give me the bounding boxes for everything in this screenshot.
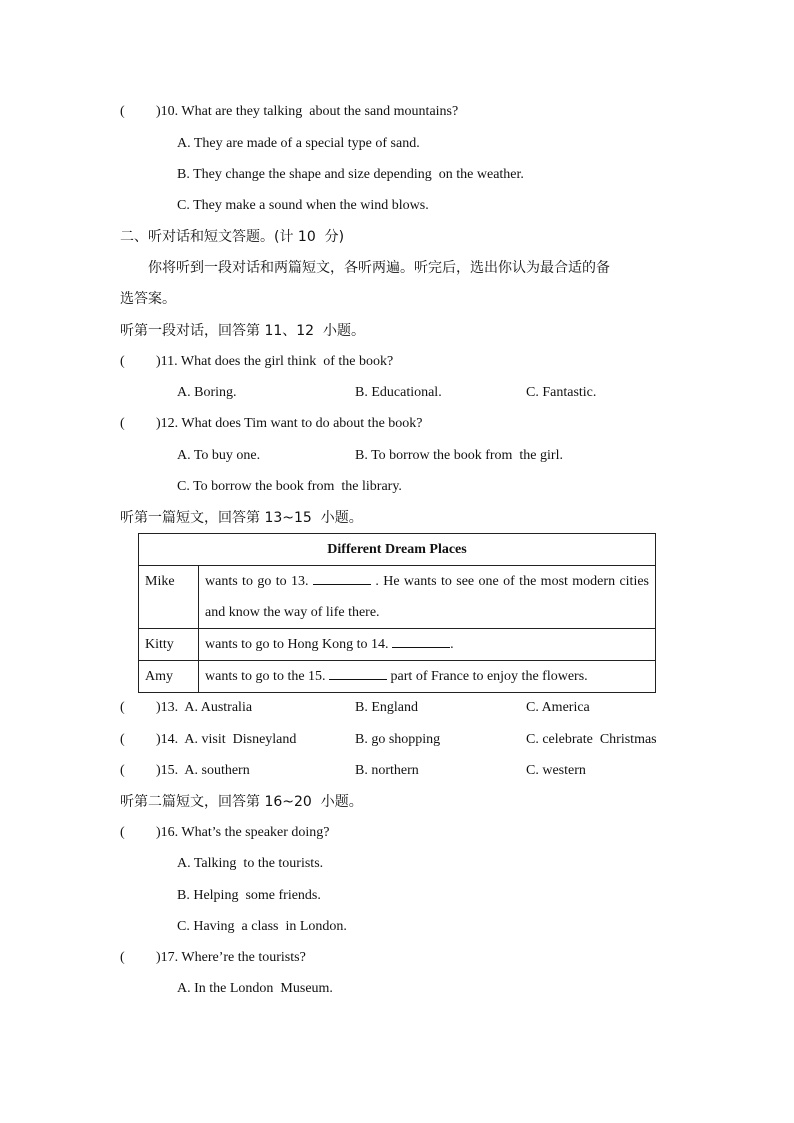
option-a: A. To buy one. <box>177 448 261 463</box>
part-heading: 听第一段对话，回答第 11、12 小题。 <box>120 323 365 339</box>
answer-paren[interactable]: ( <box>120 732 125 747</box>
table-cell-name: Kitty <box>139 629 199 661</box>
part-heading: 听第二篇短文，回答第 16~20 小题。 <box>120 794 363 810</box>
option-c: C. To borrow the book from the library. <box>177 479 402 494</box>
answer-paren[interactable]: ( <box>120 825 125 840</box>
option-a: A. Boring. <box>177 385 237 400</box>
option-b: B. They change the shape and size depending on the weather. <box>177 167 524 182</box>
answer-blank[interactable] <box>392 635 450 648</box>
option-b: B. go shopping <box>355 732 441 747</box>
section-instruction-cont: 选答案。 <box>120 291 176 307</box>
answer-paren[interactable]: ( <box>120 354 125 369</box>
question-stem: )11. What does the girl think of the book? <box>156 354 394 369</box>
option-c: C. Fantastic. <box>526 385 597 400</box>
table-cell-desc <box>199 629 656 661</box>
question-option-a: )13. A. Australia <box>156 700 253 715</box>
option-c: C. western <box>526 763 586 778</box>
answer-paren[interactable]: ( <box>120 416 125 431</box>
desc-text: wants to go to Hong Kong to 14. <box>205 637 389 652</box>
question-stem: )10. What are they talking about the sand mountains? <box>156 104 459 119</box>
option-c: C. America <box>526 700 590 715</box>
desc-text-cont: . He wants to see one of the most modern cities and know the way of life there. <box>205 574 649 620</box>
table-cell-name: Mike <box>139 566 199 629</box>
option-c: C. celebrate Christmas <box>526 732 657 747</box>
desc-text-cont: . <box>450 637 454 652</box>
answer-blank[interactable] <box>313 572 371 585</box>
option-a: A. They are made of a special type of sand. <box>177 136 420 151</box>
option-b: B. Educational. <box>355 385 442 400</box>
table-cell-name: Amy <box>139 661 199 693</box>
option-b: B. northern <box>355 763 419 778</box>
dream-places-table <box>138 533 656 693</box>
option-b: B. To borrow the book from the girl. <box>355 448 563 463</box>
option-b: B. Helping some friends. <box>177 888 321 903</box>
answer-paren[interactable]: ( <box>120 763 125 778</box>
answer-blank[interactable] <box>329 667 387 680</box>
desc-text-cont: part of France to enjoy the flowers. <box>387 669 588 684</box>
option-c: C. They make a sound when the wind blows. <box>177 198 429 213</box>
table-cell-desc <box>199 566 656 629</box>
part-heading: 听第一篇短文，回答第 13~15 小题。 <box>120 510 363 526</box>
option-b: B. England <box>355 700 418 715</box>
desc-text: wants to go to 13. <box>205 574 309 589</box>
option-c: C. Having a class in London. <box>177 919 347 934</box>
answer-paren[interactable]: ( <box>120 104 125 119</box>
answer-paren[interactable]: ( <box>120 950 125 965</box>
table-title: Different Dream Places <box>139 534 656 566</box>
question-stem: )17. Where’re the tourists? <box>156 950 306 965</box>
question-stem: )16. What’s the speaker doing? <box>156 825 330 840</box>
answer-paren[interactable]: ( <box>120 700 125 715</box>
question-option-a: )14. A. visit Disneyland <box>156 732 297 747</box>
table-cell-desc <box>199 661 656 693</box>
option-a: A. Talking to the tourists. <box>177 856 324 871</box>
question-stem: )12. What does Tim want to do about the book? <box>156 416 423 431</box>
option-a: A. In the London Museum. <box>177 981 333 996</box>
section-instruction: 你将听到一段对话和两篇短文，各听两遍。听完后，选出你认为最合适的备 <box>148 260 610 276</box>
desc-text: wants to go to the 15. <box>205 669 326 684</box>
question-option-a: )15. A. southern <box>156 763 250 778</box>
section-heading: 二、听对话和短文答题。(计 10 分) <box>120 229 345 245</box>
